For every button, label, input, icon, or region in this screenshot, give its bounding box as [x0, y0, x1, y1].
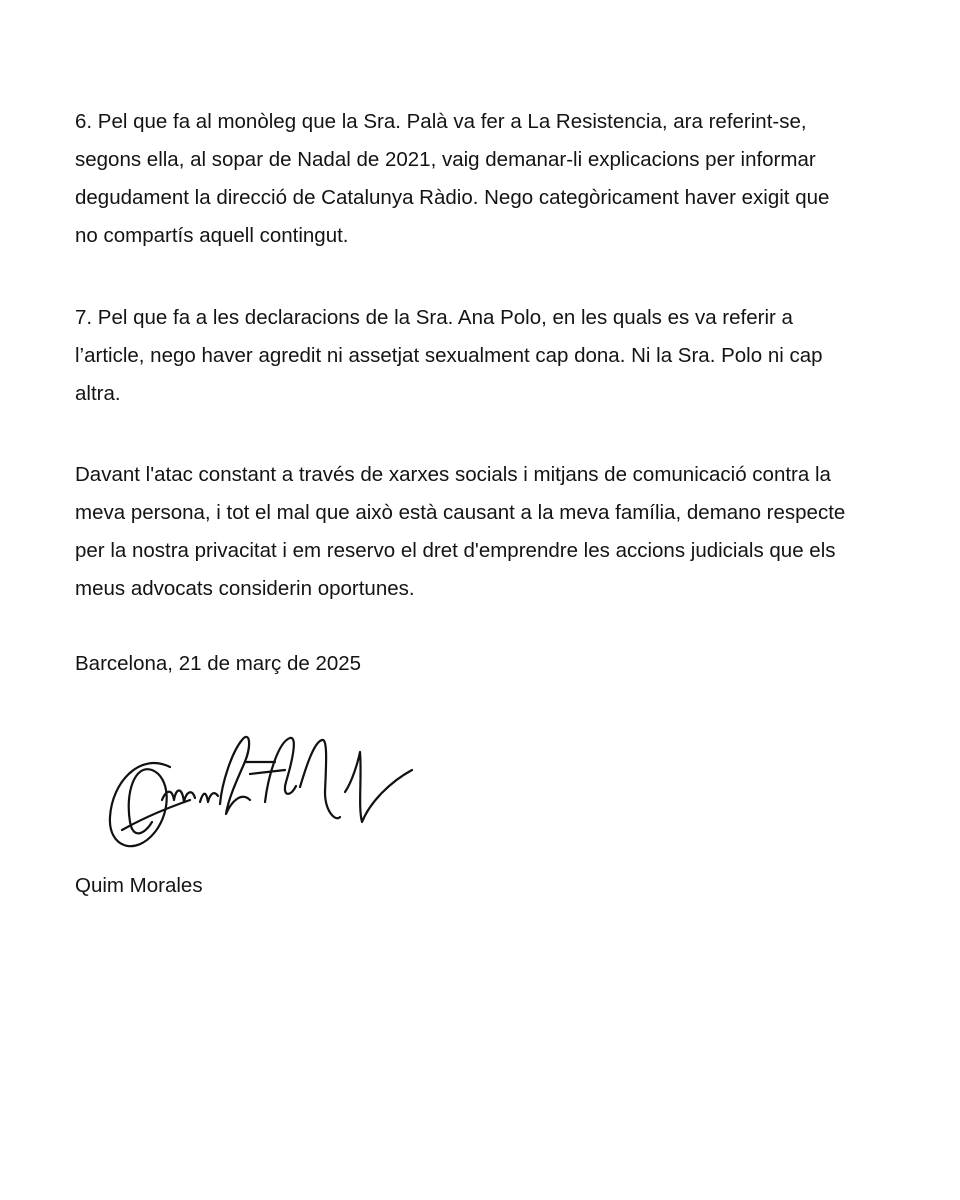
signer-name: Quim Morales — [75, 874, 203, 897]
paragraph-6: 6. Pel que fa al monòleg que la Sra. Palà va fer a La Resistencia, ara referint-se, segons ella, al sopar de Nadal de 2021, vaig demanar-li explicacions per informar degudament la direcció de Catalunya Ràdio. Nego categòricament haver exigit que no compartís aquell contingut. — [75, 110, 830, 247]
paragraph-7: 7. Pel que fa a les declaracions de la Sra. Ana Polo, en les quals es va referir a l’article, nego haver agredit ni assetjat sexualment cap dona. Ni la Sra. Polo ni cap altra. — [75, 306, 823, 405]
closing-paragraph: Davant l'atac constant a través de xarxes socials i mitjans de comunicació contra la meva persona, i tot el mal que això està causant a la meva família, demano respecte per la nostra privacitat i em reservo el dret d'emprendre les accions judicials que els meus advocats considerin oportunes. — [75, 463, 846, 600]
handwritten-signature — [100, 722, 430, 862]
place-date: Barcelona, 21 de març de 2025 — [75, 652, 362, 675]
